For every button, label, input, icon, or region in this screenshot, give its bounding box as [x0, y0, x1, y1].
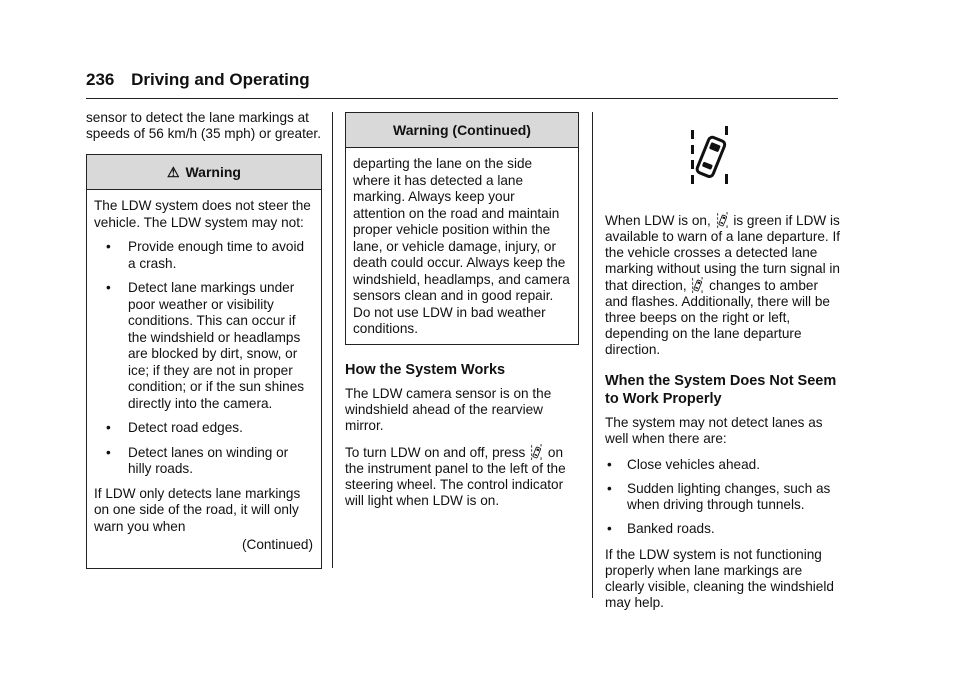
list-item: • Detect lanes on winding or hilly roads.: [106, 444, 289, 476]
warning-box: [86, 154, 322, 569]
warning-bullet-list: [94, 239, 313, 478]
section-heading-how-it-works: How the System Works: [345, 361, 506, 378]
page-header: [86, 70, 310, 90]
list-item: • Provide enough time to avoid a crash.: [106, 239, 305, 271]
column-divider-2: [592, 112, 593, 598]
column-1: [86, 110, 322, 569]
paragraph: To turn LDW on and off, press on the instrument panel to the left of the steering wheel. The control indicator will light when LDW is on.: [345, 444, 566, 508]
column-2: [345, 112, 579, 519]
list-item: • Detect road edges.: [106, 420, 243, 435]
lane-departure-warning-icon: [530, 444, 543, 460]
lane-departure-warning-icon: [691, 277, 704, 293]
warning-continued-header: Warning (Continued): [346, 113, 578, 148]
warning-header: [87, 155, 321, 190]
warning-title: Warning: [185, 164, 241, 180]
column-3: [605, 112, 841, 621]
warning-body: [87, 190, 321, 568]
continued-label: (Continued): [241, 537, 313, 552]
list-item: • Close vehicles ahead.: [607, 457, 760, 472]
paragraph: If the LDW system is not functioning properly when lane markings are clearly visible, cleaning the windshield may help.: [605, 547, 834, 610]
page-number: 236: [86, 70, 115, 89]
conditions-bullet-list: [605, 457, 841, 537]
warning-continued-text: departing the lane on the side where it has detected a lane marking. Always keep your attention on the road and maintain proper vehicle position within the lane, or vehicle damage, injury, or death could occur. Always keep the windshield, headlamps, and camera sensors clean and in good repair. Do not use LDW in bad weather conditions.: [353, 156, 570, 336]
lane-departure-warning-icon: [716, 212, 729, 228]
list-item: • Banked roads.: [607, 521, 715, 536]
intro-paragraph: sensor to detect the lane markings at speeds of 56 km/h (35 mph) or greater.: [86, 110, 321, 141]
warning-lead: The LDW system does not steer the vehicle. The LDW system may not:: [94, 198, 311, 230]
warning-tail: If LDW only detects lane markings on one side of the road, it will only warn you when: [94, 485, 301, 534]
warning-continued-box: [345, 112, 579, 345]
list-item: • Detect lane markings under poor weather or visibility conditions. This can occur if the windshield or headlamps are blocked by dirt, snow, or ice; if they are not in proper condition; or if the sun shines directly into the camera.: [106, 280, 305, 411]
warning-continued-body: [346, 148, 578, 344]
warning-triangle-icon: ⚠: [167, 164, 180, 180]
paragraph: The system may not detect lanes as well when there are:: [605, 415, 823, 446]
lane-departure-warning-icon: [689, 126, 731, 184]
paragraph: The LDW camera sensor is on the windshield ahead of the rearview mirror.: [345, 385, 552, 433]
column-divider-1: [332, 112, 333, 568]
section-title: Driving and Operating: [131, 70, 310, 89]
header-rule: [86, 98, 838, 99]
paragraph: When LDW is on, is green if LDW is available to warn of a lane departure. If the vehicle crosses a detected lane marking without using the turn signal in that direction, changes to amber and flashes. Additionally, there will be three beeps on the right or left, depending on the lane departure direction.: [605, 213, 841, 357]
list-item: • Sudden lighting changes, such as when driving through tunnels.: [607, 481, 831, 512]
section-heading-troubleshooting: When the System Does Not Seem to Work Properly: [605, 373, 837, 407]
